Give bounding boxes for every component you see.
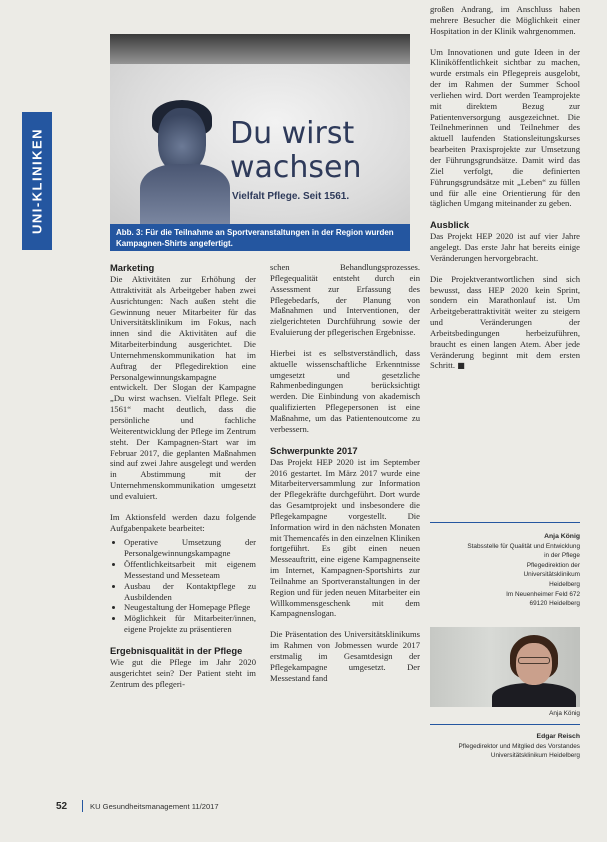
portrait-face: [516, 643, 552, 685]
campaign-shirt-photo: [110, 34, 410, 230]
contact-org: Universitätsklinikum: [523, 571, 580, 579]
contact-divider: [430, 724, 580, 725]
page-number: 52: [56, 801, 68, 812]
list-item: • Ausbau der Kontaktpflege zu Ausbildenden: [124, 581, 256, 603]
paragraph-text: Die Projektverantwortlichen sind sich bewusst, dass HEP 2020 kein Sprint, sondern ein Marathonlauf ist. Um Arbeitgeberattraktivität weiter zu steigern und Veränderungen der Arbeitsbedingungen herbeizuführen, braucht es einen langen Atem. Aber jede Veränderung beginnt mit dem ersten Schritt.: [430, 273, 580, 371]
paragraph: Hierbei ist es selbstverständlich, dass aktuelle wissenschaftliche Erkenntnisse umgesetzt und gesetzliche Rahmenbedingungen berücksichtigt werden. Die Einbindung von akademisch qualifizierten Pflegepersonen ist eine Maßnahme, um das Patientenoutcome zu verbessern.: [270, 347, 420, 434]
contact-role: in der Pflege: [544, 552, 580, 560]
heading-schwerpunkte: Schwerpunkte 2017: [270, 444, 358, 456]
print-body: [140, 164, 230, 224]
contact-street: Im Neuenheimer Feld 672: [506, 590, 580, 598]
column-2: [270, 262, 420, 694]
heading-ausblick: Ausblick: [430, 219, 470, 231]
column-3: [430, 4, 580, 382]
end-mark: ■: [457, 361, 465, 371]
paragraph: Um Innovationen und gute Ideen in der Kliniköffentlichkeit sichtbar zu machen, wurde erstmals ein Pflegepreis ausgelobt, der im Rahmen der Summer School verliehen wird. Dort werden Teamprojekte mit direktem Bezug zur Patientenversorgung ausgezeichnet. Die Teilnehmerinnen und Teilnehmer des aktuell laufenden Stationsleitungskurses bearbeiten Praxisprojekte zur Umsetzung der Führungsgrundsätze. Damit wird das Ziel verfolgt, die definierten Führungsgrundsätze mit „Leben“ zu füllen und für alle eine Orientierung für den täglichen Umgang miteinander zu geben.: [430, 46, 580, 209]
list-item: • Neugestaltung der Homepage Pflege: [124, 602, 256, 613]
contact-divider: [430, 522, 580, 523]
portrait-photo: [430, 627, 580, 707]
contact-role: Stabsstelle für Qualität und Entwicklung: [467, 542, 580, 550]
portrait-caption: Anja König: [549, 710, 580, 717]
paragraph: Das Projekt HEP 2020 ist auf vier Jahre angelegt. Das erste Jahr hat bereits einige Veränderungen hervorgebracht.: [430, 231, 580, 263]
contact-edgar-reisch: [430, 732, 580, 761]
contact-city: 69120 Heidelberg: [529, 600, 580, 608]
paragraph: Das Projekt HEP 2020 ist im September 2016 gestartet. Im März 2017 wurde eine Mitarbeiterversammlung zur Information der Pflegekräfte durchgeführt. Dort wurde das Gesamtprojekt und insbesondere die Pflegekampagne vorgestellt. Die Information wird in den nächsten Monaten mit Themencafés in den einzelnen Kliniken fortgeführt. Es gibt einen neuen Messeauftritt, eine eigene Kampagnenseite im Internet, Kampagnen-Sportshirts zur Teilnahme an Sportveranstaltungen in der Region und für jeden neuen Mitarbeiter ein Willkommensgeschenk mit dem Kampagnenslogan.: [270, 456, 420, 619]
task-list: [110, 537, 256, 635]
list-item: • Möglichkeit für Mitarbeiter/innen, eigene Projekte zu präsentieren: [124, 613, 256, 635]
print-face: [158, 108, 206, 172]
shirt-slogan-line3: Vielfalt Pflege. Seit 1561.: [232, 191, 350, 202]
contact-role: Universitätsklinikum Heidelberg: [490, 752, 580, 760]
list-item: • Öffentlichkeitsarbeit mit eigenem Messestand und Messeteam: [124, 559, 256, 581]
paragraph: schen Behandlungsprozesses. Pflegequalität entsteht durch ein Assessment zur Erfassung des Pflegebedarfs, der Planung von Maßnahmen und Interventionen, der zielgerichteten Durchführung sowie der Evaluierung der pflegerischen Ergebnisse.: [270, 262, 420, 338]
contact-role: Pflegedirektor und Mitglied des Vorstandes: [458, 742, 580, 750]
paragraph: Im Aktionsfeld werden dazu folgende Aufgabenpakete bearbeitet:: [110, 511, 256, 533]
heading-marketing: Marketing: [110, 262, 155, 273]
contact-name: Edgar Reisch: [536, 733, 580, 740]
shirt-slogan-line1: Du wirst: [230, 116, 355, 151]
contact-org: Pflegedirektion der: [526, 561, 580, 569]
photo-caption: Abb. 3: Für die Teilnahme an Sportveranstaltungen in der Region wurden Kampagnen-Shirts angefertigt.: [110, 224, 410, 251]
heading-ergebnisqualitaet: Ergebnisqualität in der Pflege: [110, 645, 243, 656]
portrait-glasses: [518, 657, 550, 664]
contact-org: Heidelberg: [549, 580, 580, 588]
contact-anja-koenig: [430, 532, 580, 609]
paragraph: Die Präsentation des Universitätsklinikums im Rahmen von Jobmessen wurde 2017 erstmalig im Gesamtdesign der Pflegekampagne umgesetzt. Der Messestand fand: [270, 629, 420, 683]
paragraph: Die Aktivitäten zur Erhöhung der Attraktivität als Arbeitgeber haben zwei Ausrichtungen: Nach außen steht die Gewinnung neuer Mitarbeiter für das Universitätsklinikum im Fokus, nach innen sind die Aktivitäten auf die Mitarbeiterbindung ausgerichtet. Die Unternehmenskommunikation hat im Auftrag der Pflegedirektion eine Personalgewinnungskampagne entwickelt. Der Slogan der Kampagne „Du wirst wachsen. Vielfalt Pflege. Seit 1561“ macht deutlich, dass die persönliche und fachliche Weiterentwicklung der Pflege im Zentrum steht. Der Kampagnen-Start war im Februar 2017, die geplanten Maßnahmen sind auf zwei Jahre ausgelegt und werden in Abstimmung mit der Unternehmenskommunikation umgesetzt und evaluiert.: [110, 274, 256, 501]
list-item: • Operative Umsetzung der Personalgewinnungskampagne: [124, 537, 256, 559]
journal-name: KU Gesundheitsmanagement 11/2017: [90, 802, 219, 811]
column-1: [110, 262, 256, 700]
portrait-body: [492, 683, 576, 707]
contact-name: Anja König: [544, 533, 580, 540]
paragraph: Wie gut die Pflege im Jahr 2020 ausgerichtet sein? Der Patient steht im Zentrum des pflegeri-: [110, 657, 256, 689]
section-label: UNI-KLINIKEN: [29, 127, 45, 235]
footer-separator: [82, 800, 83, 812]
paragraph: großen Andrang, im Anschluss haben mehrere Besucher die Möglichkeit einer Hospitation in der Klinik wahrgenommen.: [430, 4, 580, 36]
shirt-image: [110, 64, 410, 230]
paragraph: [430, 274, 580, 373]
shirt-slogan-line2: wachsen: [230, 150, 362, 185]
